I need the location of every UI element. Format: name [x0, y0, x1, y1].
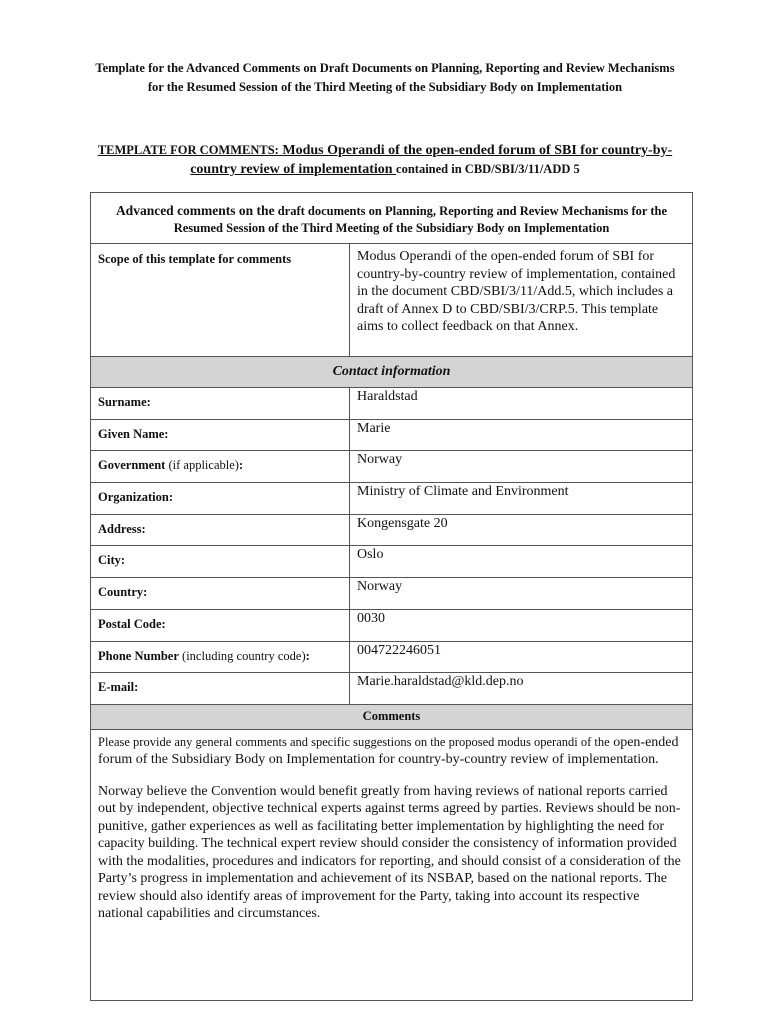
- scope-value: Modus Operandi of the open-ended forum of SBI for country-by-country review of implementation, contained in the document CBD/SBI/3/11/Add.5, which includes a draft of Annex D to CBD/SBI/3/CRP.5. This template aims to collect feedback on that Annex.: [350, 244, 693, 357]
- contact-information-header: Contact information: [91, 357, 693, 388]
- field-row-country: Country: Norway: [91, 578, 693, 610]
- address-field[interactable]: Kongensgate 20: [350, 514, 693, 546]
- organization-field[interactable]: Ministry of Climate and Environment: [350, 483, 693, 515]
- given-name-field[interactable]: Marie: [350, 419, 693, 451]
- document-title: Template for the Advanced Comments on Draft Documents on Planning, Reporting and Review Mechanisms for the Resumed Session of the Third Meeting of the Subsidiary Body on Implementation: [95, 61, 675, 94]
- form-header: Advanced comments on the draft documents on Planning, Reporting and Review Mechanisms for the Resumed Session of the Third Meeting of the Subsidiary Body on Implementation: [91, 193, 693, 244]
- template-label: TEMPLATE FOR COMMENTS:: [97, 143, 279, 157]
- field-row-address: Address: Kongensgate 20: [91, 514, 693, 546]
- field-row-government: Government (if applicable): Norway: [91, 451, 693, 483]
- comments-answer[interactable]: Norway believe the Convention would benefit greatly from having reviews of national reports carried out by independent, objective technical experts against terms agreed by parties. Reviews should be non-punitive, gather experiences as well as facilitating better implementation by highlighting the need for capacity building. The technical expert review should consider the consistency of information provided with the modalities, procedures and indicators for reporting, and should consist of a consideration of the Party’s progress in implementation and achievement of its NSBAP, based on the national reports. The review should also identify areas of improvement for the Party, taking into account its respective national capabilities and circumstances.: [98, 783, 681, 922]
- scope-label: Scope of this template for comments: [91, 244, 350, 357]
- email-field[interactable]: Marie.haraldstad@kld.dep.no: [350, 673, 693, 705]
- field-row-postal-code: Postal Code: 0030: [91, 609, 693, 641]
- field-row-email: E-mail: Marie.haraldstad@kld.dep.no: [91, 673, 693, 705]
- field-row-given-name: Given Name: Marie: [91, 419, 693, 451]
- government-field[interactable]: Norway: [350, 451, 693, 483]
- field-row-phone: Phone Number (including country code): 004722246051: [91, 641, 693, 673]
- phone-field[interactable]: 004722246051: [350, 641, 693, 673]
- field-row-surname: Surname: Haraldstad: [91, 388, 693, 420]
- postal-code-field[interactable]: 0030: [350, 609, 693, 641]
- template-reference: contained in CBD/SBI/3/11/ADD 5: [396, 162, 580, 176]
- city-field[interactable]: Oslo: [350, 546, 693, 578]
- template-heading: [90, 141, 680, 179]
- country-field[interactable]: Norway: [350, 578, 693, 610]
- field-row-city: City: Oslo: [91, 546, 693, 578]
- comments-prompt: Please provide any general comments and specific suggestions on the proposed modus operandi of the open-ended forum of the Subsidiary Body on Implementation for country-by-country review of implementation.: [98, 734, 679, 768]
- comments-header: Comments: [91, 704, 693, 729]
- comments-area[interactable]: [91, 729, 693, 1000]
- surname-field[interactable]: Haraldstad: [350, 388, 693, 420]
- comments-form-table: [90, 192, 693, 1001]
- template-subject: Modus Operandi of the open-ended forum of SBI for country-by-country review of implementation: [190, 143, 673, 177]
- field-row-organization: Organization: Ministry of Climate and Environment: [91, 483, 693, 515]
